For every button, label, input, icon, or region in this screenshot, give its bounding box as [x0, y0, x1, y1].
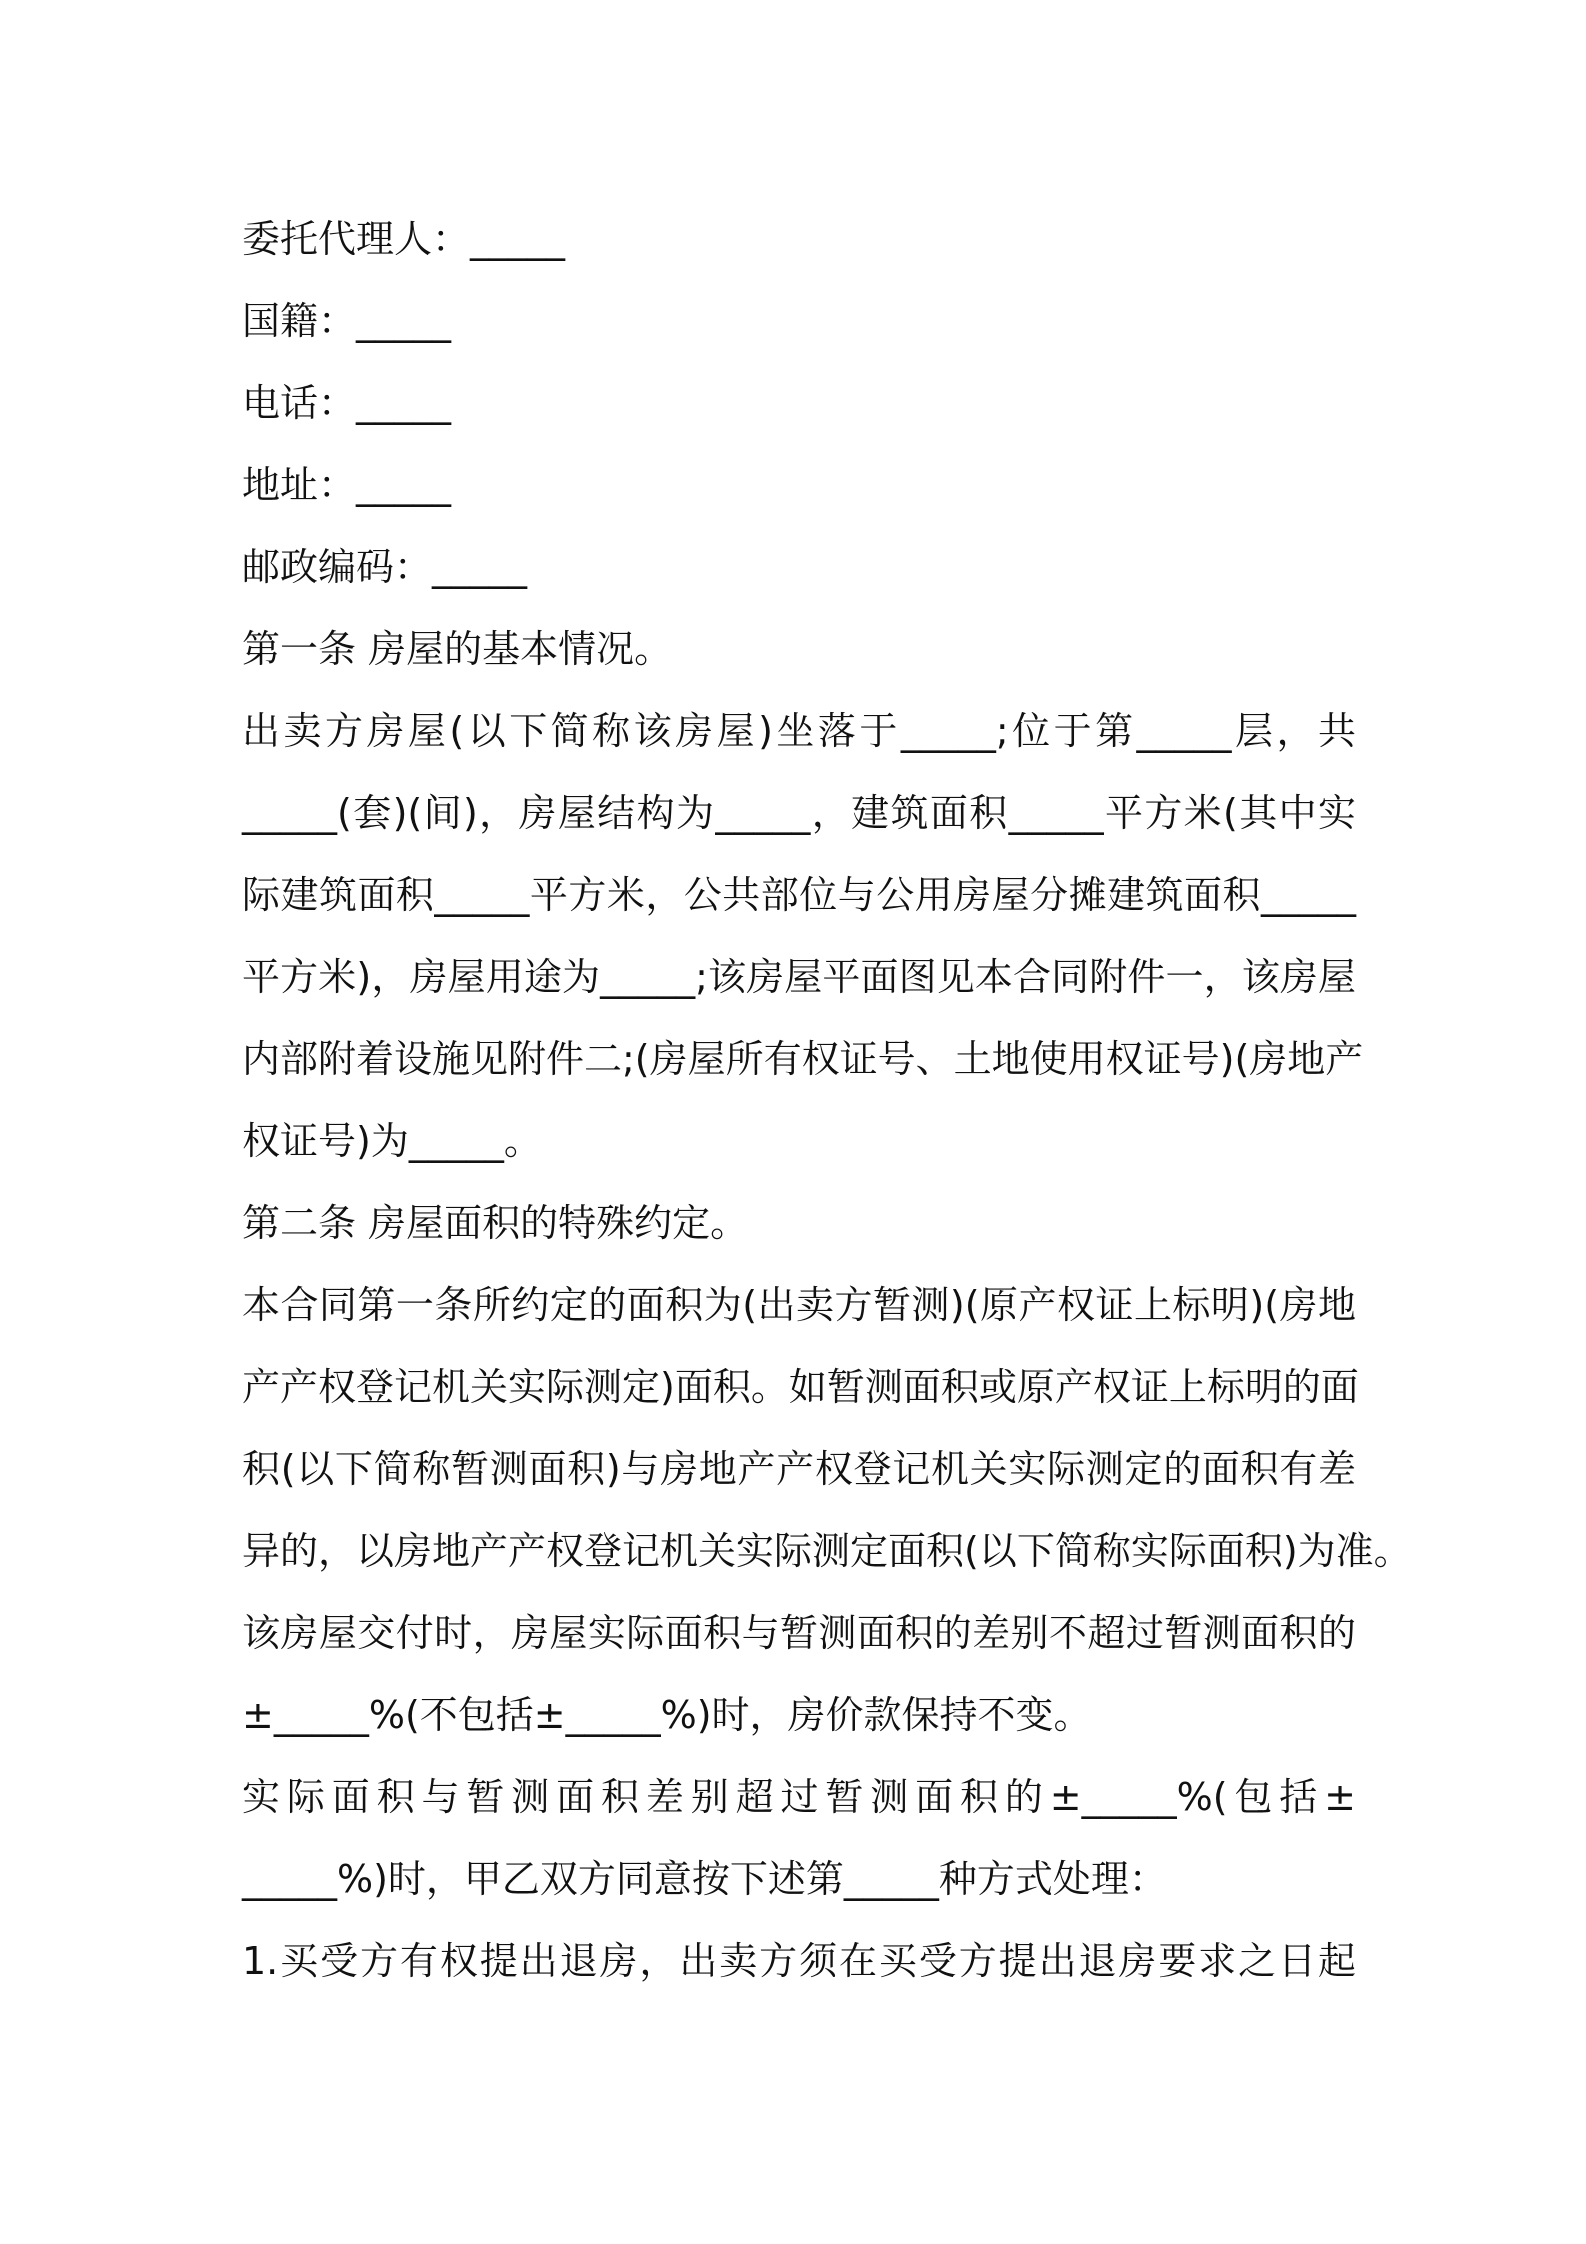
article-1-text-line: _____(套)(间)，房屋结构为_____，建筑面积_____平方米(其中实: [242, 791, 1356, 835]
article-1-text-line: 际建筑面积_____平方米，公共部位与公用房屋分摊建筑面积_____: [242, 873, 1356, 917]
article-1-text-line: 出卖方房屋(以下简称该房屋)坐落于_____;位于第_____层，共: [242, 709, 1356, 753]
article-2-heading: 第二条 房屋面积的特殊约定。: [242, 1201, 749, 1245]
article-1-heading: 第一条 房屋的基本情况。: [242, 627, 673, 671]
nationality-line: 国籍：_____: [242, 299, 452, 343]
article-2-text-line: 异的，以房地产产权登记机关实际测定面积(以下简称实际面积)为准。: [242, 1529, 1412, 1573]
article-2-text-line: ±_____%(不包括±_____%)时，房价款保持不变。: [242, 1693, 1092, 1737]
postal-code-line: 邮政编码：_____: [242, 545, 528, 589]
article-2-text-line: _____%)时，甲乙双方同意按下述第_____种方式处理：: [242, 1857, 1167, 1901]
agent-line: 委托代理人：_____: [242, 217, 566, 261]
article-2-text-line: 产产权登记机关实际测定)面积。如暂测面积或原产权证上标明的面: [242, 1365, 1359, 1409]
option-1-line: 1.买受方有权提出退房，出卖方须在买受方提出退房要求之日起: [242, 1939, 1356, 1983]
article-2-text-line: 实际面积与暂测面积差别超过暂测面积的±_____%(包括±: [242, 1775, 1356, 1819]
article-1-text-line: 内部附着设施见附件二;(房屋所有权证号、土地使用权证号)(房地产: [242, 1037, 1364, 1081]
phone-line: 电话：_____: [242, 381, 452, 425]
article-2-text-line: 积(以下简称暂测面积)与房地产产权登记机关实际测定的面积有差: [242, 1447, 1356, 1491]
address-line: 地址：_____: [242, 463, 452, 507]
article-2-text-line: 本合同第一条所约定的面积为(出卖方暂测)(原产权证上标明)(房地: [242, 1283, 1356, 1327]
article-1-text-line: 权证号)为_____。: [242, 1119, 542, 1163]
contract-text: [242, 198, 1412, 2002]
article-2-text-line: 该房屋交付时，房屋实际面积与暂测面积的差别不超过暂测面积的: [242, 1611, 1356, 1655]
article-1-text-line: 平方米)，房屋用途为_____;该房屋平面图见本合同附件一，该房屋: [242, 955, 1356, 999]
